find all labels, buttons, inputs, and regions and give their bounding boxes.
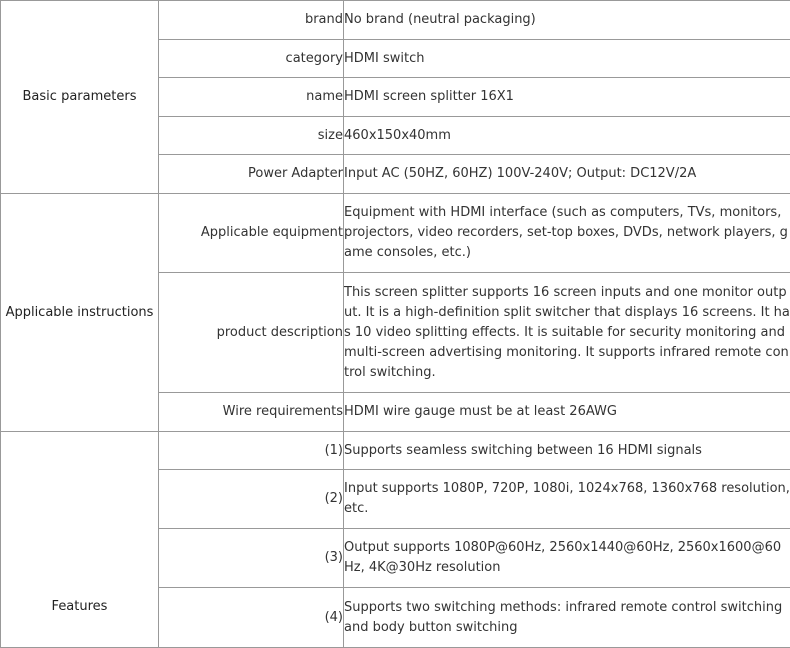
- row-value-feature-2: Input supports 1080P, 720P, 1080i, 1024x768, 1360x768 resolution, etc.: [344, 470, 790, 529]
- row-value-product-description: This screen splitter supports 16 screen inputs and one monitor output. It is a high-definition split switcher that displays 16 screens. It has 10 video splitting effects. It is suitable for security monitoring and multi-screen advertising monitoring. It supports infrared remote control switching.: [344, 273, 790, 393]
- row-label-feature-1: (1): [159, 432, 344, 470]
- row-value-feature-1: Supports seamless switching between 16 HDMI signals: [344, 432, 790, 470]
- row-value-brand: No brand (neutral packaging): [344, 1, 790, 40]
- table-row: [1, 194, 790, 273]
- row-value-feature-4: Supports two switching methods: infrared remote control switching and body button switching: [344, 588, 790, 648]
- row-label-wire-requirements: Wire requirements: [159, 393, 344, 432]
- row-value-wire-requirements: HDMI wire gauge must be at least 26AWG: [344, 393, 790, 432]
- row-value-applicable-equipment: Equipment with HDMI interface (such as computers, TVs, monitors, projectors, video recorders, set-top boxes, DVDs, network players, game consoles, etc.): [344, 194, 790, 273]
- row-value-category: HDMI switch: [344, 40, 790, 78]
- row-label-feature-4: (4): [159, 588, 344, 648]
- row-label-category: category: [159, 40, 344, 78]
- row-label-brand: brand: [159, 1, 344, 40]
- group-title-features: Features: [1, 432, 159, 648]
- table-row: [1, 432, 790, 470]
- row-label-name: name: [159, 78, 344, 117]
- row-label-feature-2: (2): [159, 470, 344, 529]
- group-title-applicable-instructions: Applicable instructions: [1, 194, 159, 432]
- row-value-power-adapter: Input AC (50HZ, 60HZ) 100V-240V; Output: DC12V/2A: [344, 155, 790, 194]
- table-row: [1, 1, 790, 40]
- row-label-feature-3: (3): [159, 529, 344, 588]
- row-label-power-adapter: Power Adapter: [159, 155, 344, 194]
- row-label-applicable-equipment: Applicable equipment: [159, 194, 344, 273]
- row-value-size: 460x150x40mm: [344, 117, 790, 155]
- group-title-basic-parameters: Basic parameters: [1, 1, 159, 194]
- row-value-name: HDMI screen splitter 16X1: [344, 78, 790, 117]
- row-label-size: size: [159, 117, 344, 155]
- row-value-feature-3: Output supports 1080P@60Hz, 2560x1440@60Hz, 2560x1600@60Hz, 4K@30Hz resolution: [344, 529, 790, 588]
- row-label-product-description: product description: [159, 273, 344, 393]
